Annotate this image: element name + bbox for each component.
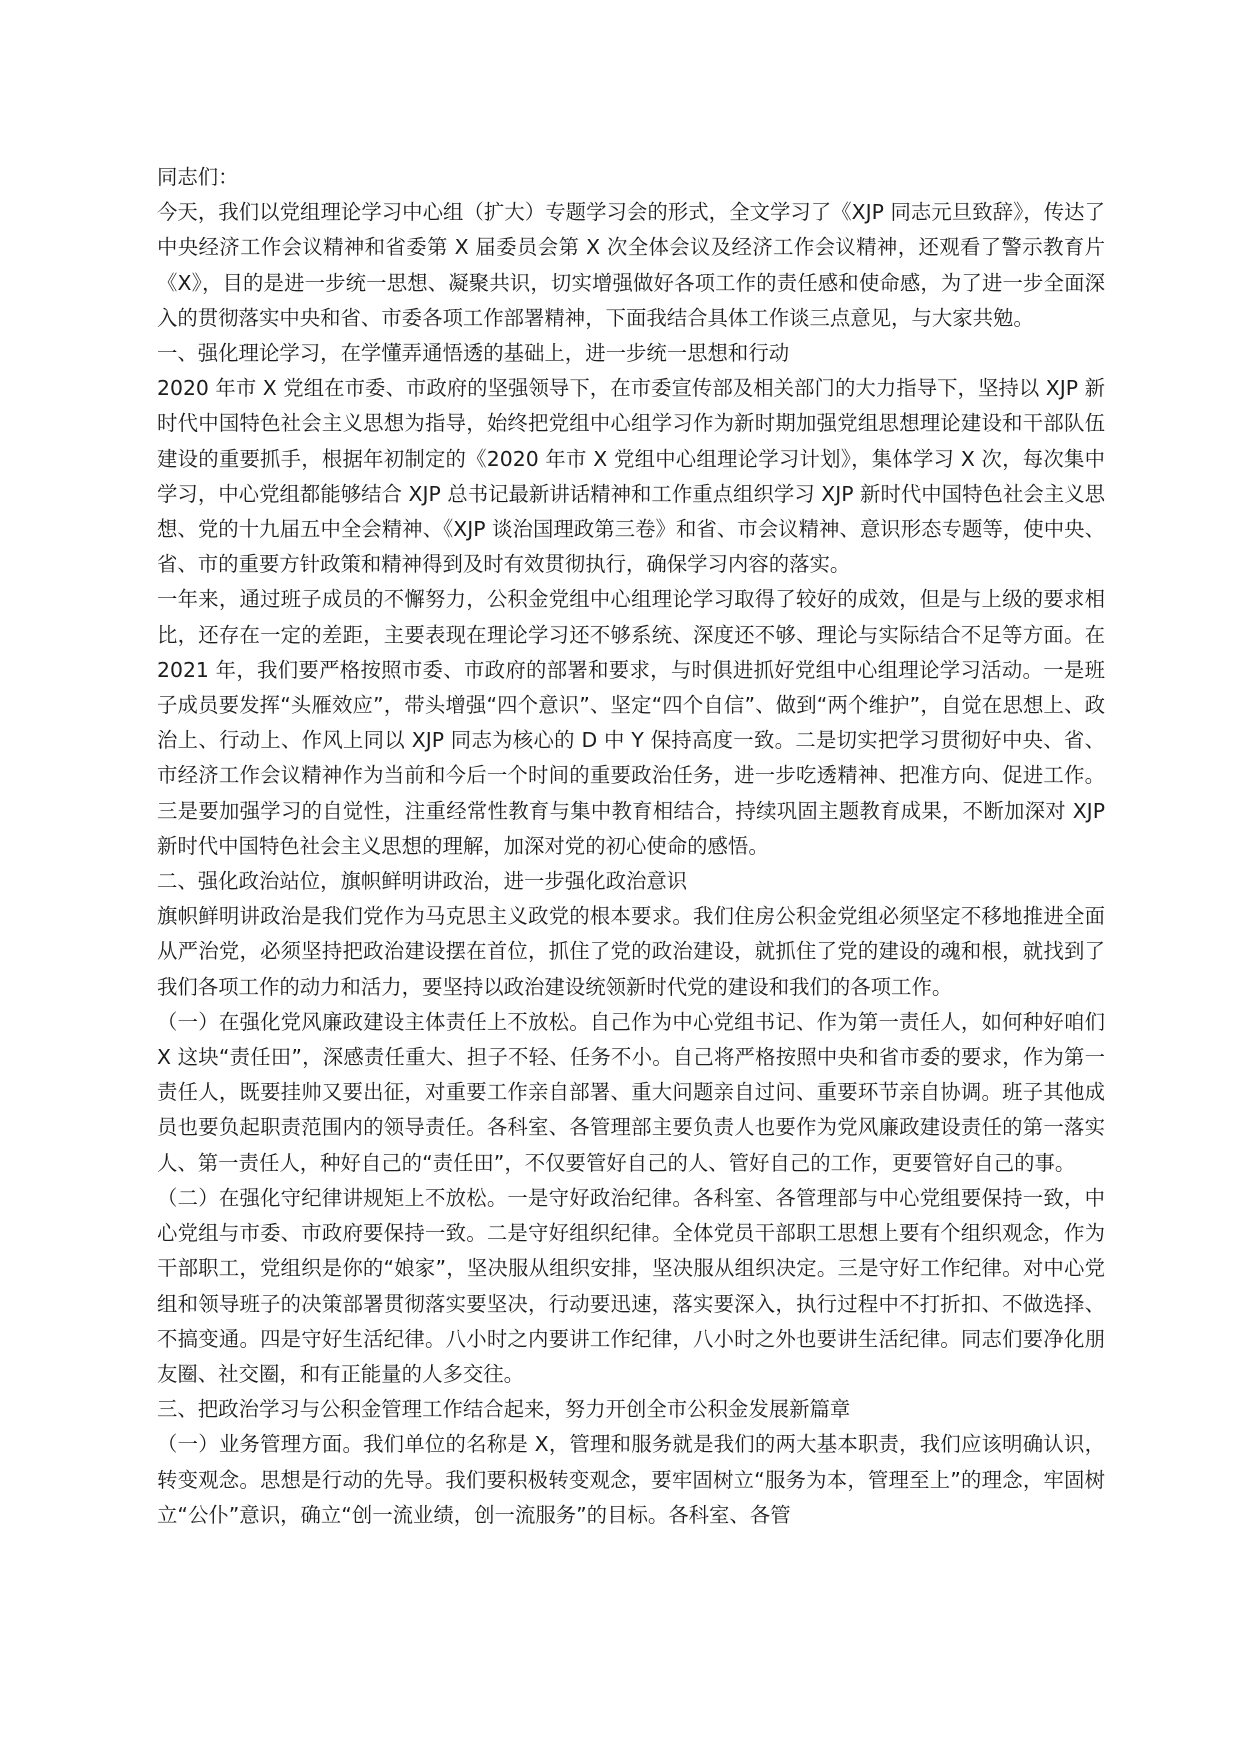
body-paragraph: （二）在强化守纪律讲规矩上不放松。一是守好政治纪律。各科室、各管理部与中心党组要保持一致，中心党组与市委、市政府要保持一致。二是守好组织纪律。全体党员干部职工思想上要有个组织观念，作为干部职工，党组织是你的“娘家”，坚决服从组织安排，坚决服从组织决定。三是守好工作纪律。对中心党组和领导班子的决策部署贯彻落实要坚决，行动要迅速，落实要深入，执行过程中不打折扣、不做选择、不搞变通。四是守好生活纪律。八小时之内要讲工作纪律，八小时之外也要讲生活纪律。同志们要净化朋友圈、社交圈，和有正能量的人多交往。: [157, 1185, 1105, 1386]
body-paragraph: 一年来，通过班子成员的不懈努力，公积金党组中心组理论学习取得了较好的成效，但是与上级的要求相比，还存在一定的差距，主要表现在理论学习还不够系统、深度还不够、理论与实际结合不足等方面。在 2021 年，我们要严格按照市委、市政府的部署和要求，与时俱进抓好党组中心组理论学习活动。一是班子成员要发挥“头雁效应”，带头增强“四个意识”、坚定“四个自信”、做到“两个维护”，自觉在思想上、政治上、行动上、作风上同以 XJP 同志为核心的 D 中 Y 保持高度一致。二是切实把学习贯彻好中央、省、市经济工作会议精神作为当前和今后一个时间的重要政治任务，进一步吃透精神、把准方向、促进工作。三是要加强学习的自觉性，注重经常性教育与集中教育相结合，持续巩固主题教育成果，不断加深对 XJP 新时代中国特色社会主义思想的理解，加深对党的初心使命的感悟。: [157, 587, 1105, 858]
section-heading-3: 三、把政治学习与公积金管理工作结合起来，努力开创全市公积金发展新篇章: [157, 1397, 851, 1422]
body-paragraph: 旗帜鲜明讲政治是我们党作为马克思主义政党的根本要求。我们住房公积金党组必须坚定不移地推进全面从严治党，必须坚持把政治建设摆在首位，抓住了党的政治建设，就抓住了党的建设的魂和根，就找到了我们各项工作的动力和活力，要坚持以政治建设统领新时代党的建设和我们的各项工作。: [157, 904, 1105, 999]
body-paragraph: 2020 年市 X 党组在市委、市政府的坚强领导下，在市委宣传部及相关部门的大力指导下，坚持以 XJP 新时代中国特色社会主义思想为指导，始终把党组中心组学习作为新时期加强党组思想理论建设和干部队伍建设的重要抓手，根据年初制定的《2020 年市 X 党组中心组理论学习计划》，集体学习 X 次，每次集中学习，中心党组都能够结合 XJP 总书记最新讲话精神和工作重点组织学习 XJP 新时代中国特色社会主义思想、党的十九届五中全会精神、《XJP 谈治国理政第三卷》和省、市会议精神、意识形态专题等，使中央、省、市的重要方针政策和精神得到及时有效贯彻执行，确保学习内容的落实。: [157, 376, 1105, 577]
salutation: 同志们：: [157, 165, 239, 189]
body-paragraph: （一）业务管理方面。我们单位的名称是 X，管理和服务就是我们的两大基本职责，我们应该明确认识，转变观念。思想是行动的先导。我们要积极转变观念，要牢固树立“服务为本，管理至上”的理念，牢固树立“公仆”意识，确立“创一流业绩，创一流服务”的目标。各科室、各管: [157, 1432, 1105, 1527]
document-body: [157, 160, 1105, 1533]
section-heading-2: 二、强化政治站位，旗帜鲜明讲政治，进一步强化政治意识: [157, 869, 688, 894]
section-heading-1: 一、强化理论学习，在学懂弄通悟透的基础上，进一步统一思想和行动: [157, 341, 790, 366]
body-paragraph: （一）在强化党风廉政建设主体责任上不放松。自己作为中心党组书记、作为第一责任人，如何种好咱们 X 这块“责任田”，深感责任重大、担子不轻、任务不小。自己将严格按照中央和省市委的要求，作为第一责任人，既要挂帅又要出征，对重要工作亲自部署、重大问题亲自过问、重要环节亲自协调。班子其他成员也要负起职责范围内的领导责任。各科室、各管理部主要负责人也要作为党风廉政建设责任的第一落实人、第一责任人，种好自己的“责任田”，不仅要管好自己的人、管好自己的工作，更要管好自己的事。: [157, 1009, 1105, 1175]
intro-paragraph: 今天，我们以党组理论学习中心组（扩大）专题学习会的形式，全文学习了《XJP 同志元旦致辞》，传达了中央经济工作会议精神和省委第 X 届委员会第 X 次全体会议及经济工作会议精神，还观看了警示教育片《X》，目的是进一步统一思想、凝聚共识，切实增强做好各项工作的责任感和使命感，为了进一步全面深入的贯彻落实中央和省、市委各项工作部署精神，下面我结合具体工作谈三点意见，与大家共勉。: [157, 200, 1105, 330]
